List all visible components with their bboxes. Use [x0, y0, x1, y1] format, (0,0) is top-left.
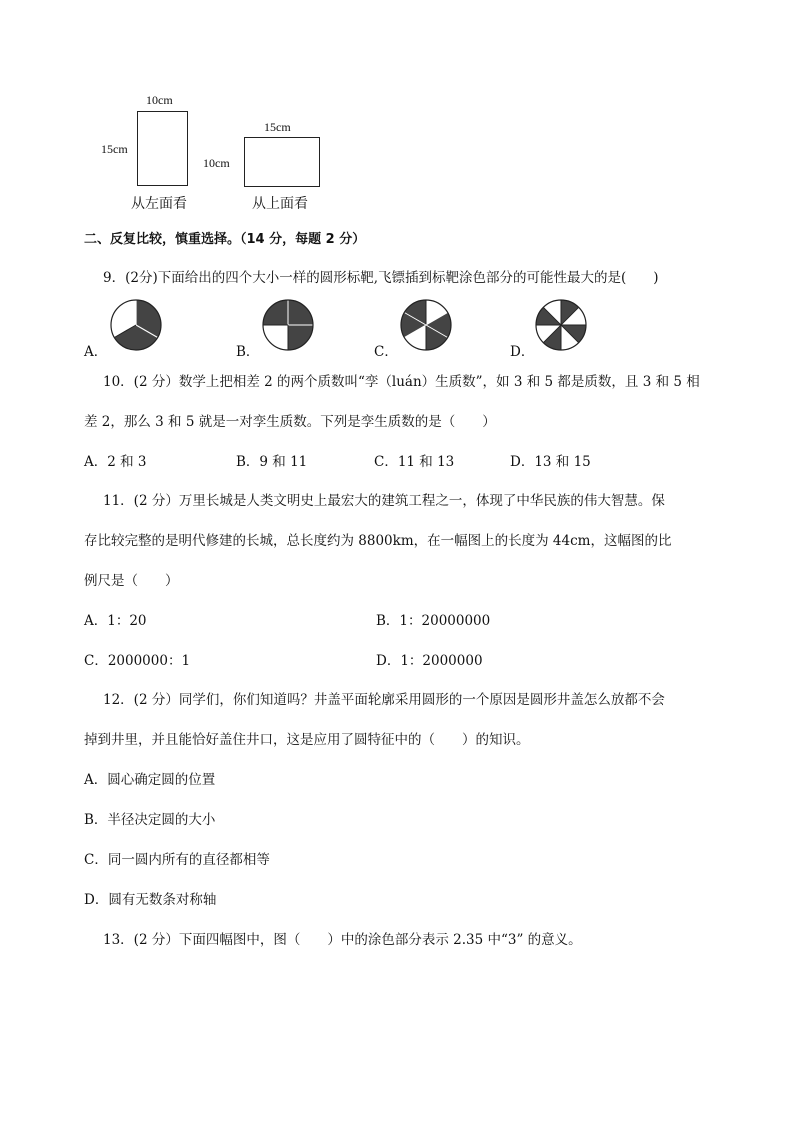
q11-option-d: D．1：2000000 [376, 653, 483, 669]
left-view-width-label: 10cm [146, 93, 173, 107]
q12-option-b: B．半径决定圆的大小 [84, 812, 216, 828]
q12-option-a: A．圆心确定圆的位置 [84, 772, 216, 788]
q12-stem-line-1: 12．(2 分）同学们，你们知道吗？井盖平面轮廓采用圆形的一个原因是圆形井盖怎么放都不会 [103, 692, 665, 708]
q11-option-b: B．1：20000000 [376, 613, 491, 629]
q11-option-a: A．1：20 [84, 613, 147, 629]
left-view-rectangle [137, 111, 188, 186]
q10-stem-line-2: 差 2，那么 3 和 5 就是一对孪生质数。下列是孪生质数的是（ ） [84, 414, 496, 430]
q12-stem-line-2: 掉到井里，并且能恰好盖住井口，这是应用了圆特征中的（ ）的知识。 [84, 732, 530, 748]
q11-stem-line-1: 11．(2 分）万里长城是人类文明史上最宏大的建筑工程之一，体现了中华民族的伟大智慧。保 [103, 493, 665, 509]
top-view-caption: 从上面看 [252, 196, 308, 212]
q13-stem: 13．(2 分）下面四幅图中，图（ ）中的涂色部分表示 2.35 中“3” 的意义。 [103, 932, 582, 948]
q11-stem-line-3: 例尺是（ ） [84, 573, 179, 589]
q10-option-b: B．9 和 11 [236, 454, 308, 470]
q12-option-d: D．圆有无数条对称轴 [84, 892, 217, 908]
top-view-width-label: 10cm [203, 156, 230, 170]
q9-target-c-pie [399, 298, 453, 352]
q11-stem-line-2: 存比较完整的是明代修建的长城，总长度约为 8800km，在一幅图上的长度为 44cm，这幅图的比 [84, 533, 672, 549]
top-view-rectangle [244, 137, 320, 187]
top-view-length-label: 15cm [264, 120, 291, 134]
left-view-caption: 从左面看 [131, 196, 187, 212]
q9-target-b-pie [261, 298, 315, 352]
q9-option-b-letter: B． [236, 344, 260, 360]
q9-stem: 9．(2分)下面给出的四个大小一样的圆形标靶,飞镖插到标靶涂色部分的可能性最大的是( ) [103, 270, 659, 286]
q9-option-d-letter: D． [510, 344, 535, 360]
q9-target-a-pie [109, 298, 163, 352]
q9-option-a-letter: A． [84, 344, 108, 360]
q11-option-c: C．2000000：1 [84, 653, 191, 669]
q10-option-c: C．11 和 13 [374, 454, 455, 470]
left-view-height-label: 15cm [101, 142, 128, 156]
q10-stem-line-1: 10．(2 分）数学上把相差 2 的两个质数叫“孪（luán）生质数”，如 3 和 5 都是质数，且 3 和 5 相 [103, 374, 700, 390]
q9-option-c-letter: C． [374, 344, 398, 360]
q9-target-d-pie [534, 298, 588, 352]
q10-option-a: A．2 和 3 [84, 454, 147, 470]
section-2-heading: 二、反复比较，慎重选择。（14 分，每题 2 分） [84, 232, 366, 247]
q12-option-c: C．同一圆内所有的直径都相等 [84, 852, 270, 868]
q10-option-d: D．13 和 15 [510, 454, 591, 470]
